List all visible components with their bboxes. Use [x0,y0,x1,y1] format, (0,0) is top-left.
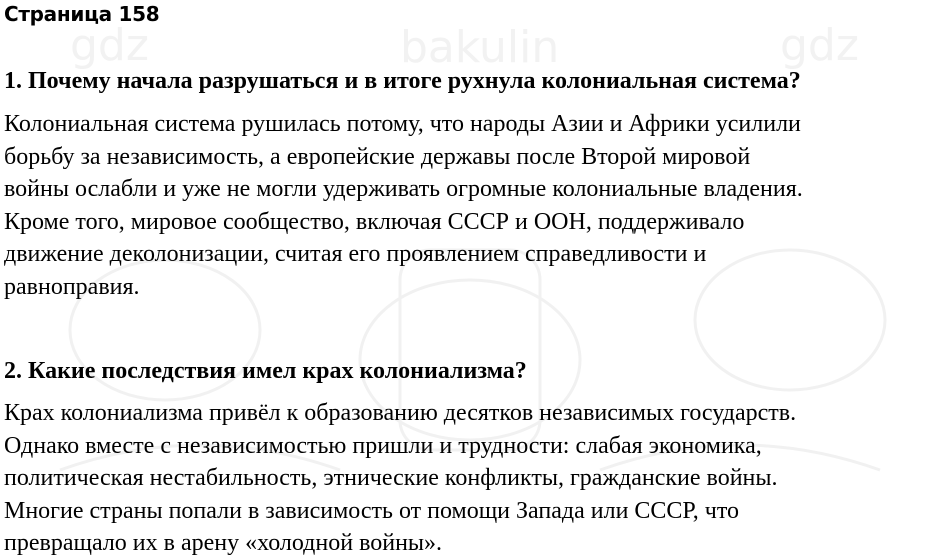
question-1: 1. Почему начала разрушаться и в итоге рухнула колониальная система? [4,68,801,94]
answer-1 [4,108,934,303]
watermark-text-left: gdz [70,20,149,71]
answer-line: превращало их в арену «холодной войны». [4,530,443,556]
answer-line: Однако вместе с независимостью пришли и трудности: слабая экономика, [4,432,762,459]
answer-line: политическая нестабильность, этнические конфликты, гражданские войны. [4,465,778,491]
answer-line: Многие страны попали в зависимость от помощи Запада или СССР, что [4,497,740,524]
watermark-text-right: gdz [780,20,859,71]
question-2: 2. Какие последствия имел крах колониализма? [4,358,527,384]
answer-line: войны ослабли и уже не могли удерживать огромные колониальные владения. [4,176,803,202]
page-label: Страница 158 [4,2,160,26]
answer-line: Крах колониализма привёл к образованию десятков независимых государств. [4,400,797,426]
answer-2 [4,397,934,560]
answer-line: Колониальная система рушилась потому, что народы Азии и Африки усилили [4,111,801,137]
answer-line: равноправия. [4,273,140,300]
answer-line: Кроме того, мировое сообщество, включая СССР и ООН, поддерживало [4,208,745,235]
answer-line: движение деколонизации, считая его проявлением справедливости и [4,241,707,267]
watermark-text-center: bakulin [400,22,560,73]
answer-line: борьбу за независимость, а европейские державы после Второй мировой [4,143,751,170]
